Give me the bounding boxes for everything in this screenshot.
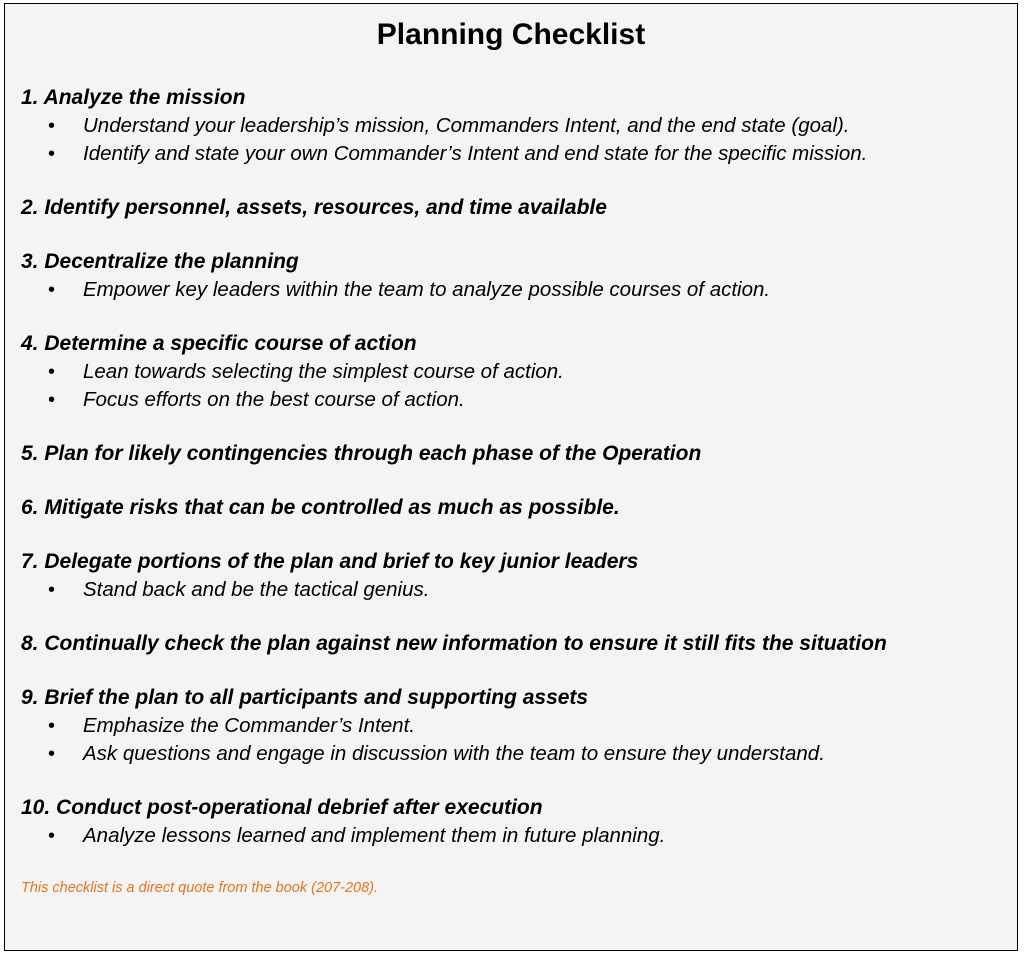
- checklist-bullet-list: [21, 712, 1011, 768]
- checklist-bullet: [21, 140, 1011, 168]
- checklist-bullet-text: Identify and state your own Commander’s Intent and end state for the specific mission.: [83, 142, 868, 165]
- checklist-item: [21, 494, 1011, 522]
- checklist-item-heading: 4. Determine a specific course of action: [21, 332, 417, 355]
- checklist-item: [21, 248, 1011, 304]
- checklist-bullet-text: Emphasize the Commander’s Intent.: [83, 714, 415, 737]
- checklist-bullet-text: Understand your leadership’s mission, Commanders Intent, and the end state (goal).: [83, 114, 850, 137]
- checklist-bullet-text: Lean towards selecting the simplest course of action.: [83, 360, 564, 383]
- bullet-dot-icon: •: [48, 743, 56, 765]
- checklist-content: [21, 84, 1011, 850]
- checklist-item-heading: 1. Analyze the mission: [21, 86, 246, 109]
- checklist-item-heading: 2. Identify personnel, assets, resources, and time available: [21, 196, 607, 219]
- checklist-bullet-list: [21, 822, 1011, 850]
- checklist-bullet-list: [21, 112, 1011, 168]
- source-note: This checklist is a direct quote from the book (207-208).: [21, 880, 379, 896]
- page-title: Planning Checklist: [376, 18, 646, 51]
- checklist-bullet: [21, 822, 1011, 850]
- checklist-bullet-list: [21, 576, 1011, 604]
- checklist-bullet-text: Ask questions and engage in discussion with the team to ensure they understand.: [83, 742, 825, 765]
- checklist-item: [21, 684, 1011, 768]
- checklist-item-heading: 7. Delegate portions of the plan and brief to key junior leaders: [21, 550, 639, 573]
- checklist-item-heading: 3. Decentralize the planning: [21, 250, 299, 273]
- checklist-bullet: [21, 358, 1011, 386]
- checklist-bullet-text: Analyze lessons learned and implement them in future planning.: [83, 824, 666, 847]
- checklist-bullet-text: Stand back and be the tactical genius.: [83, 578, 430, 601]
- checklist-bullet-list: [21, 276, 1011, 304]
- checklist-bullet: [21, 740, 1011, 768]
- checklist-item: [21, 440, 1011, 468]
- checklist-item: [21, 794, 1011, 850]
- checklist-item: [21, 84, 1011, 168]
- checklist-bullet: [21, 112, 1011, 140]
- bullet-dot-icon: •: [48, 115, 56, 137]
- checklist-item-heading: 8. Continually check the plan against new information to ensure it still fits the situation: [21, 632, 887, 655]
- checklist-bullet: [21, 576, 1011, 604]
- checklist-item: [21, 548, 1011, 604]
- checklist-panel: [4, 3, 1018, 951]
- checklist-item: [21, 330, 1011, 414]
- checklist-bullet: [21, 712, 1011, 740]
- checklist-item-heading: 6. Mitigate risks that can be controlled as much as possible.: [21, 496, 620, 519]
- checklist-item-heading: 9. Brief the plan to all participants and supporting assets: [21, 686, 589, 709]
- checklist-bullet-text: Empower key leaders within the team to analyze possible courses of action.: [83, 278, 771, 301]
- bullet-dot-icon: •: [48, 579, 56, 601]
- checklist-item: [21, 194, 1011, 222]
- bullet-dot-icon: •: [48, 279, 56, 301]
- checklist-item: [21, 630, 1011, 658]
- checklist-item-heading: 10. Conduct post-operational debrief after execution: [21, 796, 543, 819]
- checklist-bullet: [21, 386, 1011, 414]
- checklist-bullet-list: [21, 358, 1011, 414]
- bullet-dot-icon: •: [48, 825, 56, 847]
- checklist-bullet-text: Focus efforts on the best course of action.: [83, 388, 465, 411]
- bullet-dot-icon: •: [48, 715, 56, 737]
- bullet-dot-icon: •: [48, 143, 56, 165]
- bullet-dot-icon: •: [48, 389, 56, 411]
- checklist-item-heading: 5. Plan for likely contingencies through each phase of the Operation: [21, 442, 702, 465]
- checklist-bullet: [21, 276, 1011, 304]
- bullet-dot-icon: •: [48, 361, 56, 383]
